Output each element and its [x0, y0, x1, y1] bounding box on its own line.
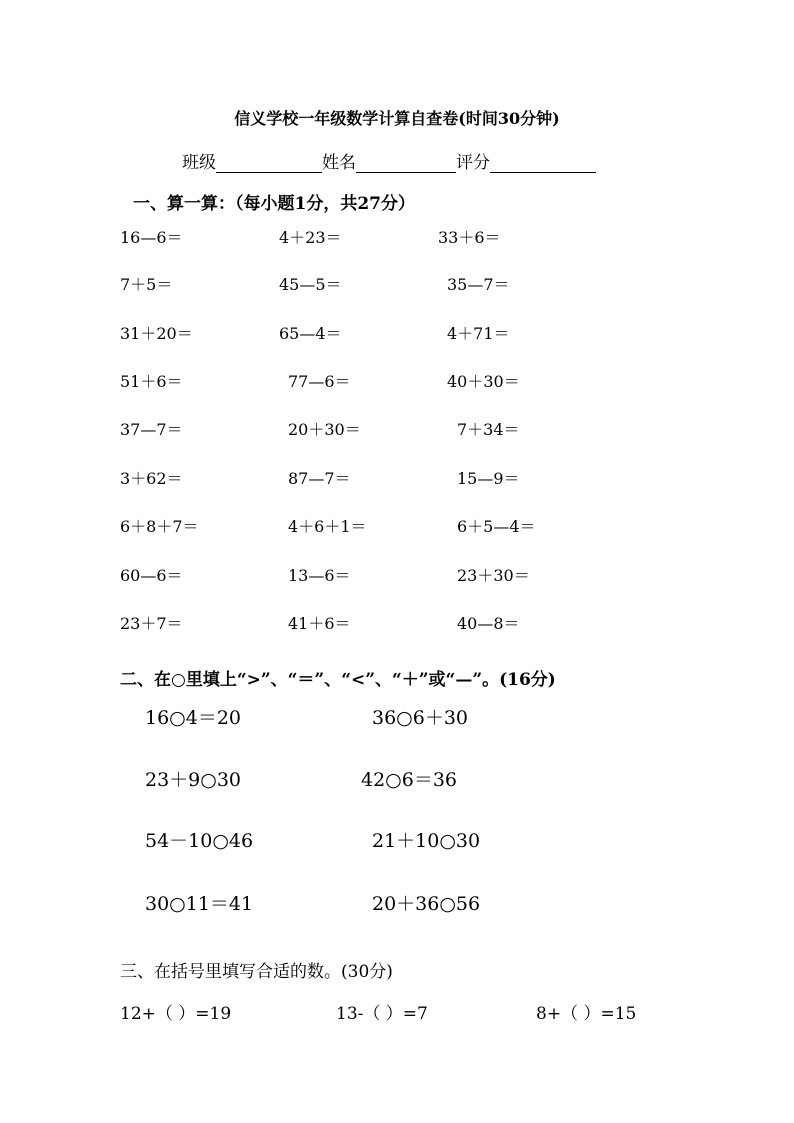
name-blank[interactable]	[356, 154, 456, 173]
equation: 4＋71＝	[447, 324, 510, 343]
equation: 40＋30＝	[447, 372, 520, 391]
equation: 35—7＝	[447, 275, 510, 294]
equation: 65—4＝	[279, 324, 342, 343]
section2-heading: 二、在○里填上“>”、“＝”、“<”、“＋”或“—”。(16分)	[120, 670, 556, 690]
comparison-item: 36○6＋30	[372, 707, 469, 729]
score-blank[interactable]	[490, 154, 596, 173]
equation: 6＋5—4＝	[457, 517, 536, 536]
comparison-item: 54－10○46	[145, 830, 254, 852]
comparison-item: 21＋10○30	[372, 830, 481, 852]
equation: 7＋5＝	[120, 275, 173, 294]
section1-heading: 一、算一算：（每小题1分，共27分）	[133, 194, 415, 214]
equation: 4＋23＝	[279, 228, 342, 247]
name-label: 姓名	[322, 153, 356, 173]
equation: 37—7＝	[120, 420, 183, 439]
comparison-item: 42○6＝36	[361, 769, 458, 791]
equation: 77—6＝	[288, 372, 351, 391]
comparison-item: 23＋9○30	[145, 769, 242, 791]
equation: 31＋20＝	[120, 324, 193, 343]
fill-in-item: 8+（ ）=15	[536, 1004, 637, 1024]
score-label: 评分	[456, 153, 490, 173]
equation: 23＋30＝	[457, 566, 530, 585]
equation: 20＋30＝	[288, 420, 361, 439]
equation: 33＋6＝	[438, 228, 501, 247]
equation: 60—6＝	[120, 566, 183, 585]
equation: 41＋6＝	[288, 614, 351, 633]
fill-in-item: 12+（ ）=19	[120, 1004, 232, 1024]
equation: 16—6＝	[120, 228, 183, 247]
equation: 7＋34＝	[457, 420, 520, 439]
class-blank[interactable]	[216, 154, 322, 173]
comparison-item: 30○11＝41	[145, 893, 254, 915]
student-info-line	[182, 148, 596, 173]
equation: 87—7＝	[288, 469, 351, 488]
comparison-item: 20＋36○56	[372, 893, 481, 915]
equation: 45—5＝	[279, 275, 342, 294]
equation: 40—8＝	[457, 614, 520, 633]
equation: 51＋6＝	[120, 372, 183, 391]
equation: 13—6＝	[288, 566, 351, 585]
section3-heading: 三、在括号里填写合适的数。(30分)	[120, 962, 393, 982]
equation: 3＋62＝	[120, 469, 183, 488]
equation: 6＋8＋7＝	[120, 517, 199, 536]
comparison-item: 16○4＝20	[145, 707, 242, 729]
equation: 23＋7＝	[120, 614, 183, 633]
equation: 15—9＝	[457, 469, 520, 488]
worksheet-title: 信义学校一年级数学计算自查卷(时间30分钟)	[234, 109, 560, 128]
fill-in-item: 13-（ ）=7	[336, 1004, 428, 1024]
class-label: 班级	[182, 153, 216, 173]
equation: 4＋6＋1＝	[288, 517, 367, 536]
